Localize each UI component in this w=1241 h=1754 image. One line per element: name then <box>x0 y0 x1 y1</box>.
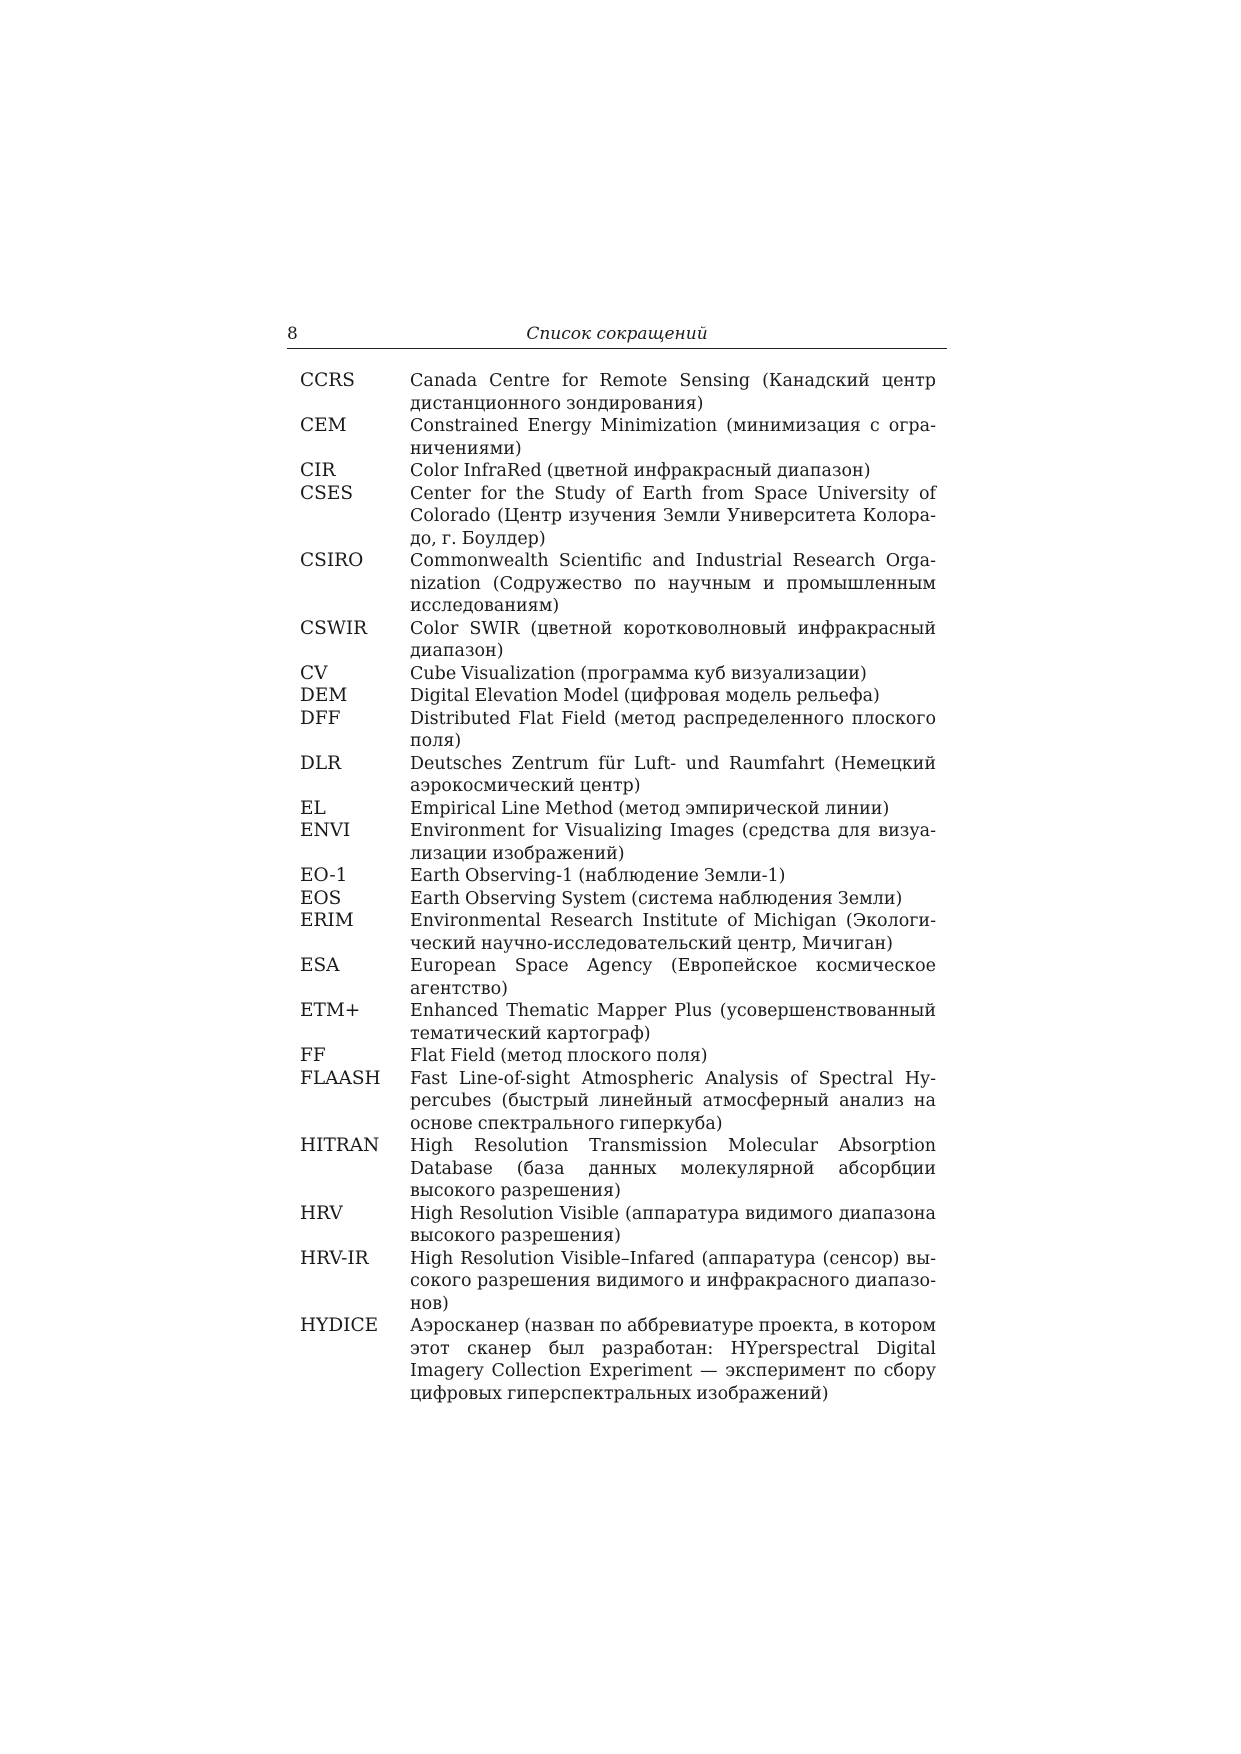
abbreviation-entry <box>300 1203 936 1248</box>
abbreviation-entry <box>300 618 936 663</box>
abbreviation-entry <box>300 753 936 798</box>
abbreviation-definition: Commonwealth Scientific and Industrial Research Organization (Содружество по научным и промышленным исследованиям) <box>410 551 936 616</box>
abbreviation-definition: Environmental Research Institute of Michigan (Экологический научно-исследовательский центр, Мичиган) <box>410 911 936 954</box>
abbreviation-entry <box>300 888 936 911</box>
abbreviation-definition: Distributed Flat Field (метод распределенного плоского поля) <box>410 708 936 751</box>
abbreviation-term: HRV-IR <box>300 1247 369 1269</box>
abbreviation-entry <box>300 370 936 415</box>
abbreviation-term: CEM <box>300 415 347 436</box>
abbreviation-definition: Earth Observing System (система наблюдения Земли) <box>410 888 903 909</box>
abbreviation-entry <box>300 798 936 821</box>
abbreviation-definition: High Resolution Visible (аппаратура видимого диапазона высокого разрешения) <box>410 1203 936 1246</box>
abbreviation-entry <box>300 550 936 618</box>
abbreviation-entry <box>300 1248 936 1316</box>
abbreviation-entry <box>300 663 936 686</box>
page-number: 8 <box>287 324 298 344</box>
abbreviation-term: CSWIR <box>300 617 368 639</box>
abbreviation-definition: Flat Field (метод плоского поля) <box>410 1046 708 1066</box>
abbreviation-entry <box>300 1045 936 1068</box>
abbreviation-entry <box>300 483 936 551</box>
abbreviation-definition: Environment for Visualizing Images (средства для визуализации изображений) <box>410 821 936 864</box>
abbreviation-term: FLAASH <box>300 1067 381 1089</box>
abbreviation-term: EO-1 <box>300 865 348 886</box>
abbreviation-definition: Enhanced Thematic Mapper Plus (усовершенствованный тематический картограф) <box>410 1001 936 1044</box>
abbreviation-term: DLR <box>300 752 342 774</box>
abbreviation-entry <box>300 1068 936 1136</box>
abbreviation-term: ENVI <box>300 820 351 841</box>
abbreviation-definition: Earth Observing-1 (наблюдение Земли-1) <box>410 866 786 886</box>
abbreviation-term: FF <box>300 1045 326 1066</box>
abbreviation-definition: Empirical Line Method (метод эмпирической линии) <box>410 798 890 819</box>
abbreviation-entry <box>300 955 936 1000</box>
abbreviation-definition: Digital Elevation Model (цифровая модель рельефа) <box>410 686 880 706</box>
abbreviation-term: DFF <box>300 707 341 729</box>
abbreviation-entry <box>300 685 936 708</box>
abbreviation-entry <box>300 820 936 865</box>
abbreviation-entry <box>300 460 936 483</box>
abbreviation-definition: Аэросканер (назван по аббревиатуре проекта, в котором этот сканер был разработан: HYperspectral Digital Imagery Collection Experiment — эксперимент по сбору цифровых гиперспектральных изображений) <box>410 1316 936 1404</box>
abbreviation-definition: Canada Centre for Remote Sensing (Канадский центр дистанционного зондирования) <box>410 371 936 414</box>
abbreviation-entry <box>300 910 936 955</box>
abbreviation-term: CCRS <box>300 370 355 391</box>
page-header <box>287 318 947 349</box>
abbreviation-list <box>300 370 936 1405</box>
abbreviation-term: ESA <box>300 955 340 976</box>
abbreviation-term: HYDICE <box>300 1315 379 1336</box>
running-title: Список сокращений <box>526 324 708 344</box>
abbreviation-term: CSIRO <box>300 550 364 571</box>
abbreviation-term: CV <box>300 662 328 684</box>
abbreviation-term: DEM <box>300 685 348 706</box>
abbreviation-entry <box>300 1000 936 1045</box>
abbreviation-term: EL <box>300 797 326 819</box>
abbreviation-definition: European Space Agency (Европейское космическое агентство) <box>410 956 936 999</box>
abbreviation-entry <box>300 1315 936 1405</box>
abbreviation-entry <box>300 708 936 753</box>
abbreviation-definition: Color SWIR (цветной коротковолновый инфракрасный диапазон) <box>410 618 936 661</box>
abbreviation-term: ETM+ <box>300 1000 361 1021</box>
abbreviation-definition: Color InfraRed (цветной инфракрасный диапазон) <box>410 461 871 481</box>
abbreviation-term: HRV <box>300 1202 343 1224</box>
abbreviation-definition: High Resolution Transmission Molecular Absorption Database (база данных молекулярной абсорбции высокого разрешения) <box>410 1136 936 1201</box>
abbreviation-definition: Center for the Study of Earth from Space University of Colorado (Центр изучения Земли Университета Колорадо, г. Боулдер) <box>410 483 936 549</box>
abbreviation-term: HITRAN <box>300 1135 380 1156</box>
abbreviation-term: CSES <box>300 482 354 504</box>
abbreviation-entry <box>300 1135 936 1203</box>
abbreviation-entry <box>300 415 936 460</box>
abbreviation-definition: Constrained Energy Minimization (минимизация с ограничениями) <box>410 416 936 459</box>
abbreviation-term: ERIM <box>300 910 354 931</box>
abbreviation-definition: Cube Visualization (программа куб визуализации) <box>410 663 867 684</box>
abbreviation-definition: Fast Line-of-sight Atmospheric Analysis of Spectral Hypercubes (быстрый линейный атмосферный анализ на основе спектрального гиперкуба) <box>410 1068 936 1134</box>
abbreviation-term: EOS <box>300 887 342 909</box>
abbreviation-definition: Deutsches Zentrum für Luft- und Raumfahrt (Немецкий аэрокосмический центр) <box>410 753 936 796</box>
abbreviation-definition: High Resolution Visible–Infared (аппаратура (сенсор) высокого разрешения видимого и инфракрасного диапазонов) <box>410 1248 936 1314</box>
abbreviation-term: CIR <box>300 460 336 481</box>
abbreviation-entry <box>300 865 936 888</box>
